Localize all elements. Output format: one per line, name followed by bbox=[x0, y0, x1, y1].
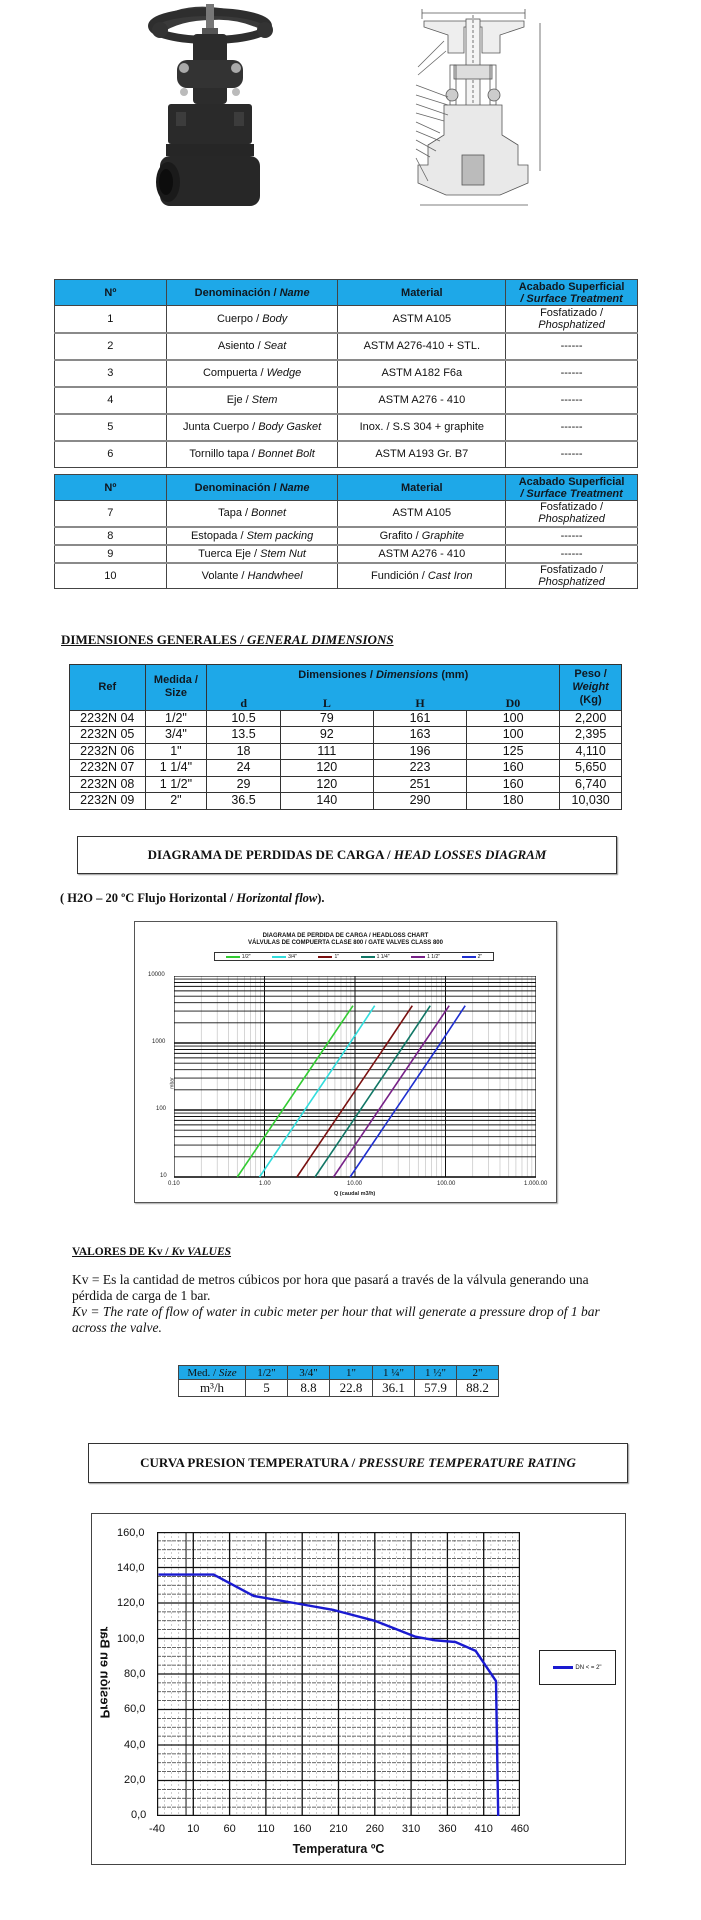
valve-photo bbox=[100, 0, 285, 215]
table-row bbox=[55, 501, 638, 527]
cell-L: 79 bbox=[280, 710, 373, 727]
header-L: L bbox=[280, 693, 373, 711]
kv-size: 2" bbox=[457, 1366, 499, 1380]
kv-value: 36.1 bbox=[373, 1380, 415, 1397]
cell-no: 7 bbox=[55, 501, 167, 527]
cell-surface: ------ bbox=[506, 545, 638, 563]
head-losses-title-box: DIAGRAMA DE PERDIDAS DE CARGA / HEAD LOSSES DIAGRAM bbox=[77, 836, 617, 874]
legend-swatch-icon bbox=[226, 956, 240, 958]
header-size: Medida / Size bbox=[145, 665, 207, 711]
parts-table-1 bbox=[54, 279, 638, 468]
y-tick: 100,0 bbox=[117, 1633, 145, 1645]
series-line bbox=[260, 1006, 375, 1177]
cell-size: 1 1/4" bbox=[145, 760, 207, 777]
x-tick: 410 bbox=[474, 1823, 493, 1835]
dimensions-table bbox=[69, 664, 622, 810]
cell-no: 4 bbox=[55, 387, 167, 414]
cell-name: Cuerpo / Body bbox=[166, 306, 338, 333]
header-ref: Ref bbox=[70, 665, 146, 711]
cell-surface: ------ bbox=[506, 414, 638, 441]
legend-swatch-icon bbox=[272, 956, 286, 958]
cell-no: 5 bbox=[55, 414, 167, 441]
legend-item: 3/4" bbox=[272, 954, 297, 960]
cell-no: 6 bbox=[55, 441, 167, 468]
y-tick: 10 bbox=[160, 1173, 167, 1179]
cell-material: ASTM A105 bbox=[338, 306, 506, 333]
series-line bbox=[315, 1006, 430, 1177]
table-row bbox=[55, 387, 638, 414]
cell-ref: 2232N 07 bbox=[70, 760, 146, 777]
cell-ref: 2232N 06 bbox=[70, 743, 146, 760]
kv-size: 3/4" bbox=[288, 1366, 330, 1380]
header-name: Denominación / Name bbox=[166, 475, 338, 501]
cell-D0: 160 bbox=[467, 776, 560, 793]
y-axis-label: mbar bbox=[169, 1077, 176, 1089]
parts-table-header bbox=[55, 475, 638, 501]
header-surface: Acabado Superficial / Surface Treatment bbox=[506, 280, 638, 306]
table-row bbox=[70, 760, 622, 777]
cell-material: ASTM A182 F6a bbox=[338, 360, 506, 387]
cell-L: 140 bbox=[280, 793, 373, 810]
pressure-temp-legend bbox=[539, 1650, 616, 1685]
y-tick: 160,0 bbox=[117, 1527, 145, 1539]
cell-surface: Fosfatizado / Phosphatized bbox=[506, 306, 638, 333]
cell-material: ASTM A276 - 410 bbox=[338, 545, 506, 563]
cell-H: 163 bbox=[373, 727, 466, 744]
cell-surface: ------ bbox=[506, 360, 638, 387]
x-tick: 210 bbox=[329, 1823, 348, 1835]
y-tick: 10000 bbox=[148, 972, 165, 978]
table-row bbox=[70, 710, 622, 727]
cell-no: 10 bbox=[55, 563, 167, 589]
cell-material: ASTM A276 - 410 bbox=[338, 387, 506, 414]
cell-material: Grafito / Graphite bbox=[338, 527, 506, 545]
x-tick: 10 bbox=[187, 1823, 200, 1835]
x-tick: 310 bbox=[401, 1823, 421, 1835]
cell-weight: 5,650 bbox=[560, 760, 622, 777]
table-row bbox=[55, 414, 638, 441]
kv-title: VALORES DE Kv / Kv VALUES bbox=[72, 1246, 232, 1258]
cell-ref: 2232N 08 bbox=[70, 776, 146, 793]
legend-item: 1" bbox=[318, 954, 339, 960]
cell-surface: ------ bbox=[506, 441, 638, 468]
header-material: Material bbox=[338, 475, 506, 501]
cell-d: 18 bbox=[207, 743, 280, 760]
table-row bbox=[70, 743, 622, 760]
cell-L: 111 bbox=[280, 743, 373, 760]
y-tick: 1000 bbox=[152, 1039, 166, 1045]
legend-item: 2" bbox=[462, 954, 483, 960]
kv-description-en: Kv = The rate of flow of water in cubic meter per hour that will generate a pressure drop of 1 bar across the valve. bbox=[72, 1304, 600, 1335]
y-axis-label: Presión en Bar bbox=[97, 1626, 113, 1719]
cell-d: 36.5 bbox=[207, 793, 280, 810]
legend-label: DN < = 2" bbox=[575, 1664, 602, 1671]
cell-size: 1 1/2" bbox=[145, 776, 207, 793]
x-tick: 1.000.00 bbox=[524, 1181, 548, 1187]
legend-swatch-icon bbox=[318, 956, 332, 958]
kv-unit: m³/h bbox=[179, 1380, 246, 1397]
legend-item: 1/2" bbox=[226, 954, 251, 960]
cell-material: ASTM A276-410 + STL. bbox=[338, 333, 506, 360]
cell-D0: 160 bbox=[467, 760, 560, 777]
cell-name: Compuerta / Wedge bbox=[166, 360, 338, 387]
x-tick: 10.00 bbox=[347, 1181, 363, 1187]
cell-no: 8 bbox=[55, 527, 167, 545]
cell-H: 223 bbox=[373, 760, 466, 777]
header-dimensions: Dimensiones / Dimensions (mm) bbox=[207, 665, 560, 693]
header-H: H bbox=[373, 693, 466, 711]
y-tick: 120,0 bbox=[117, 1597, 145, 1609]
kv-size: 1 ½" bbox=[415, 1366, 457, 1380]
table-row bbox=[55, 306, 638, 333]
table-row bbox=[55, 545, 638, 563]
legend-item: 1 1/4" bbox=[361, 954, 390, 960]
header-name: Denominación / Name bbox=[166, 280, 338, 306]
kv-value: 57.9 bbox=[415, 1380, 457, 1397]
header-weight: Peso / Weight (Kg) bbox=[560, 665, 622, 711]
table-row bbox=[70, 793, 622, 810]
table-row bbox=[55, 527, 638, 545]
kv-header-label: Med. / Size bbox=[179, 1366, 246, 1380]
kv-value: 8.8 bbox=[288, 1380, 330, 1397]
pressure-temp-chart-plot bbox=[157, 1532, 520, 1816]
cell-name: Tapa / Bonnet bbox=[166, 501, 338, 527]
x-axis-label: Temperatura ºC bbox=[292, 1842, 385, 1856]
cell-size: 2" bbox=[145, 793, 207, 810]
cell-no: 1 bbox=[55, 306, 167, 333]
cell-size: 1" bbox=[145, 743, 207, 760]
x-tick: 60 bbox=[223, 1823, 236, 1835]
kv-value: 5 bbox=[246, 1380, 288, 1397]
cell-H: 161 bbox=[373, 710, 466, 727]
cell-name: Asiento / Seat bbox=[166, 333, 338, 360]
kv-value: 22.8 bbox=[330, 1380, 373, 1397]
cell-weight: 2,200 bbox=[560, 710, 622, 727]
cell-H: 290 bbox=[373, 793, 466, 810]
cell-surface: ------ bbox=[506, 333, 638, 360]
table-row bbox=[55, 441, 638, 468]
header-no: Nº bbox=[55, 280, 167, 306]
cell-name: Junta Cuerpo / Body Gasket bbox=[166, 414, 338, 441]
y-tick: 140,0 bbox=[117, 1562, 145, 1574]
headloss-chart-legend bbox=[214, 952, 494, 961]
cell-no: 9 bbox=[55, 545, 167, 563]
cell-surface: Fosfatizado / Phosphatized bbox=[506, 501, 638, 527]
cell-ref: 2232N 04 bbox=[70, 710, 146, 727]
cell-name: Tornillo tapa / Bonnet Bolt bbox=[166, 441, 338, 468]
kv-size: 1 ¼" bbox=[373, 1366, 415, 1380]
legend-swatch-icon bbox=[411, 956, 425, 958]
kv-size: 1/2" bbox=[246, 1366, 288, 1380]
cell-ref: 2232N 09 bbox=[70, 793, 146, 810]
cell-d: 24 bbox=[207, 760, 280, 777]
y-tick: 60,0 bbox=[124, 1703, 146, 1715]
cell-H: 196 bbox=[373, 743, 466, 760]
cell-d: 29 bbox=[207, 776, 280, 793]
cell-name: Eje / Stem bbox=[166, 387, 338, 414]
x-tick: 460 bbox=[510, 1823, 530, 1835]
y-tick: 80,0 bbox=[124, 1668, 146, 1680]
kv-value: 88.2 bbox=[457, 1380, 499, 1397]
cell-name: Estopada / Stem packing bbox=[166, 527, 338, 545]
x-tick: 110 bbox=[257, 1823, 275, 1835]
cell-no: 2 bbox=[55, 333, 167, 360]
cell-weight: 6,740 bbox=[560, 776, 622, 793]
kv-size: 1" bbox=[330, 1366, 373, 1380]
cell-weight: 2,395 bbox=[560, 727, 622, 744]
cell-surface: ------ bbox=[506, 527, 638, 545]
cell-size: 3/4" bbox=[145, 727, 207, 744]
series-line bbox=[350, 1006, 465, 1177]
headloss-chart-plot bbox=[174, 976, 536, 1178]
headloss-chart-title: DIAGRAMA DE PERDIDA DE CARGA / HEADLOSS CHART bbox=[262, 933, 429, 939]
cell-size: 1/2" bbox=[145, 710, 207, 727]
x-tick: 0.10 bbox=[168, 1181, 180, 1187]
series-line bbox=[237, 1006, 353, 1177]
cell-weight: 4,110 bbox=[560, 743, 622, 760]
cell-ref: 2232N 05 bbox=[70, 727, 146, 744]
parts-table-2 bbox=[54, 474, 638, 589]
cell-name: Volante / Handwheel bbox=[166, 563, 338, 589]
cell-D0: 125 bbox=[467, 743, 560, 760]
table-row bbox=[70, 776, 622, 793]
x-axis-label: Q (caudal m3/h) bbox=[334, 1191, 376, 1197]
header-surface: Acabado Superficial / Surface Treatment bbox=[506, 475, 638, 501]
legend-swatch-icon bbox=[553, 1666, 573, 1669]
header-material: Material bbox=[338, 280, 506, 306]
table-row bbox=[70, 727, 622, 744]
cell-H: 251 bbox=[373, 776, 466, 793]
header-D0: D0 bbox=[467, 693, 560, 711]
y-tick: 0,0 bbox=[131, 1809, 147, 1821]
y-tick: 100 bbox=[156, 1106, 167, 1112]
valve-cross-section-drawing bbox=[400, 5, 580, 215]
cell-surface: Fosfatizado / Phosphatized bbox=[506, 563, 638, 589]
head-losses-condition: ( H2O – 20 ºC Flujo Horizontal / Horizontal flow). bbox=[60, 891, 325, 905]
dimensions-title: DIMENSIONES GENERALES / GENERAL DIMENSIONS bbox=[61, 632, 394, 647]
cell-material: ASTM A193 Gr. B7 bbox=[338, 441, 506, 468]
table-row bbox=[55, 333, 638, 360]
parts-table-header bbox=[55, 280, 638, 306]
table-row bbox=[55, 360, 638, 387]
x-tick: 260 bbox=[365, 1823, 384, 1835]
x-tick: 360 bbox=[438, 1823, 457, 1835]
header-no: Nº bbox=[55, 475, 167, 501]
table-row bbox=[55, 563, 638, 589]
pressure-temp-title-box: CURVA PRESION TEMPERATURA / PRESSURE TEMPERATURE RATING bbox=[88, 1443, 628, 1483]
kv-description-es: Kv = Es la cantidad de metros cúbicos por hora que pasará a través de la válvula generando una pérdida de carga de 1 bar. bbox=[72, 1272, 589, 1303]
cell-d: 10.5 bbox=[207, 710, 280, 727]
y-tick: 40,0 bbox=[124, 1739, 146, 1751]
legend-swatch-icon bbox=[462, 956, 476, 958]
cell-D0: 180 bbox=[467, 793, 560, 810]
cell-d: 13.5 bbox=[207, 727, 280, 744]
header-d: d bbox=[207, 693, 280, 711]
y-tick: 20,0 bbox=[124, 1774, 146, 1786]
cell-surface: ------ bbox=[506, 387, 638, 414]
headloss-chart-subtitle: VÁLVULAS DE COMPUERTA CLASE 800 / GATE VALVES CLASS 800 bbox=[248, 940, 443, 946]
x-tick: 160 bbox=[293, 1823, 312, 1835]
legend-swatch-icon bbox=[361, 956, 375, 958]
x-tick: -40 bbox=[149, 1823, 165, 1835]
cell-D0: 100 bbox=[467, 727, 560, 744]
legend-item: 1 1/2" bbox=[411, 954, 440, 960]
cell-weight: 10,030 bbox=[560, 793, 622, 810]
x-tick: 100.00 bbox=[437, 1181, 456, 1187]
cell-L: 120 bbox=[280, 760, 373, 777]
kv-table bbox=[178, 1365, 499, 1397]
cell-D0: 100 bbox=[467, 710, 560, 727]
cell-material: Fundición / Cast Iron bbox=[338, 563, 506, 589]
x-tick: 1.00 bbox=[259, 1181, 271, 1187]
cell-L: 92 bbox=[280, 727, 373, 744]
cell-L: 120 bbox=[280, 776, 373, 793]
cell-material: ASTM A105 bbox=[338, 501, 506, 527]
cell-no: 3 bbox=[55, 360, 167, 387]
cell-material: Inox. / S.S 304 + graphite bbox=[338, 414, 506, 441]
cell-name: Tuerca Eje / Stem Nut bbox=[166, 545, 338, 563]
